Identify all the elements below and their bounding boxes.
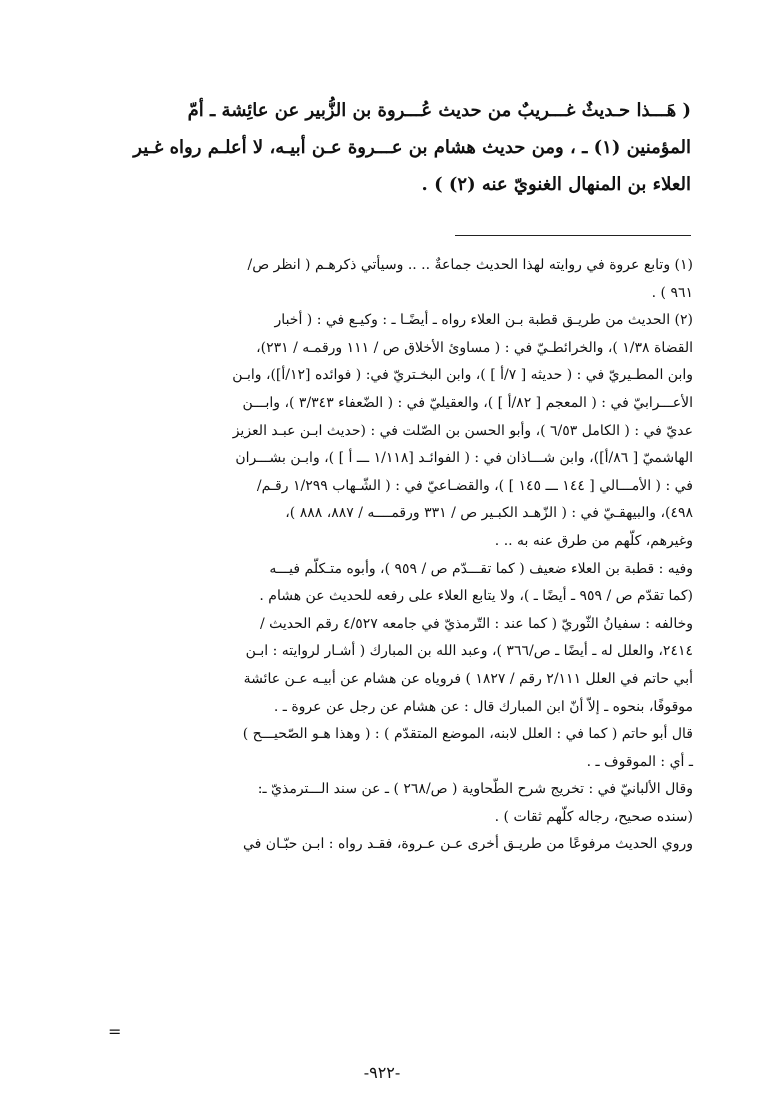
footnote-line: القضاة ١/٣٨ )، والخرائطـيّ في : ( مساوئ الأخلاق ص / ١١١ ورقمـه / ٢٣١)،: [256, 339, 693, 356]
footnote-separator: [455, 235, 691, 236]
footnote-line: وخالفه : سفيانُ الثّوريّ ( كما عند : التّرمذيّ في جامعه ٤/٥٢٧ رقم الحديث /: [259, 615, 693, 632]
footnote-line: في : ( الأمـــالي [ ١٤٤ ـــ ١٤٥ ] )، والقضـاعيّ في : ( الشّـهاب ١/٢٩٩ رقـم/: [256, 477, 693, 494]
footnote-line: ٢٤١٤، والعلل له ـ أيضًا ـ ص/٣٦٦ )، وعبد الله بن المبارك ( أشـار لروايته : ابـن: [245, 643, 693, 660]
footnote-line: أبي حاتم في العلل ٢/١١١ رقم / ١٨٢٧ ) فروياه عن هشام عن أبيـه عـن عائشة: [243, 670, 693, 687]
footnote-line: (١) وتابع عروة في روايته لهذا الحديث جماعةٌ .. .. وسيأتي ذكرهـم ( انظر ص/: [247, 257, 693, 273]
main-text-block: [95, 92, 691, 203]
footnote-line: وابن المطـيريّ في : ( حديثه [ ٧/أ ] )، وابن البخـتريّ في: ( فوائده [١٢/أ])، وابـن: [232, 367, 693, 384]
continuation-mark: =: [108, 1022, 122, 1041]
footnote-line: وفيه : قطبة بن العلاء ضعيف ( كما تقـــدّم ص / ٩٥٩ )، وأبوه متـكلّم فيـــه: [269, 560, 693, 577]
footnote-line: وروي الحديث مرفوعًا من طريـق أخرى عـن عـروة، فقـد رواه : ابـن حبّـان في: [243, 836, 693, 853]
footnote-line: الهاشميّ [ ٨٦/أ])، وابن شـــاذان في : ( الفوائـد [١/١١٨ ـــ أ ] )، وابـن بشـــران: [235, 450, 693, 467]
footnotes-block: [95, 252, 693, 859]
footnote-line: ٤٩٨)، والبيهقـيّ في : ( الزّهـد الكبـير ص / ٣٣١ ورقمــــه / ٨٨٧، ٨٨٨ )،: [285, 505, 693, 522]
page-number: -٩٢٢-: [363, 1063, 401, 1082]
footnote-line: عديّ في : ( الكامل ٦/٥٣ )، وأبو الحسن بن الصّلت في : (حديث ابـن عبـد العزيز: [232, 422, 693, 439]
footnote-line: ٩٦١ ) .: [651, 284, 693, 301]
main-text-line: المؤمنين (١) ـ ، ومن حديث هشام بن عـــروة عـن أبيـه، لا أعلـم رواه غـير: [133, 137, 691, 158]
footnote-line: قال أبو حاتم ( كما في : العلل لابنه، الموضع المتقدّم ) : ( وهذا هـو الصّحيـــح ): [242, 726, 693, 743]
footnote-line: (سنده صحيح، رجاله كلّهم ثقات ) .: [494, 808, 693, 825]
footnote-line: موقوفًا، بنحوه ـ إلاّ أنّ ابن المبارك قال : عن هشام عن رجل عن عروة ـ .: [273, 698, 693, 715]
footnote-line: الأعـــرابيّ في : ( المعجم [ ٨٢/أ ] )، والعقيليّ في : ( الضّعفاء ٣/٣٤٣ )، وابـــن: [242, 394, 693, 411]
footnote-line: وقال الألبانيّ في : تخريج شرح الطّحاوية ( ص/٢٦٨ ) ـ عن سند الـــترمذيّ ـ:: [257, 781, 693, 798]
footnote-line: (كما تقدّم ص / ٩٥٩ ـ أيضًا ـ )، ولا يتابع العلاء على رفعه للحديث عن هشام .: [259, 588, 693, 605]
footnote-line: (٢) الحديث من طريـق قطبة بـن العلاء رواه ـ أيضًـا ـ : وكيـع في : ( أخبار: [274, 312, 693, 329]
main-text-line: ( هَـــذا حـديثٌ غـــريبٌ من حديث عُـــروة بن الزُّبير عن عائِشة ـ أمّ: [187, 100, 691, 121]
main-text-line: العلاء بن المنهال الغنويّ عنه (٢) ) .: [421, 174, 691, 195]
footnote-line: ـ أي : الموقوف ـ .: [586, 753, 693, 770]
footnote-line: وغيرهم، كلّهم من طرق عنه به .. .: [494, 532, 693, 549]
